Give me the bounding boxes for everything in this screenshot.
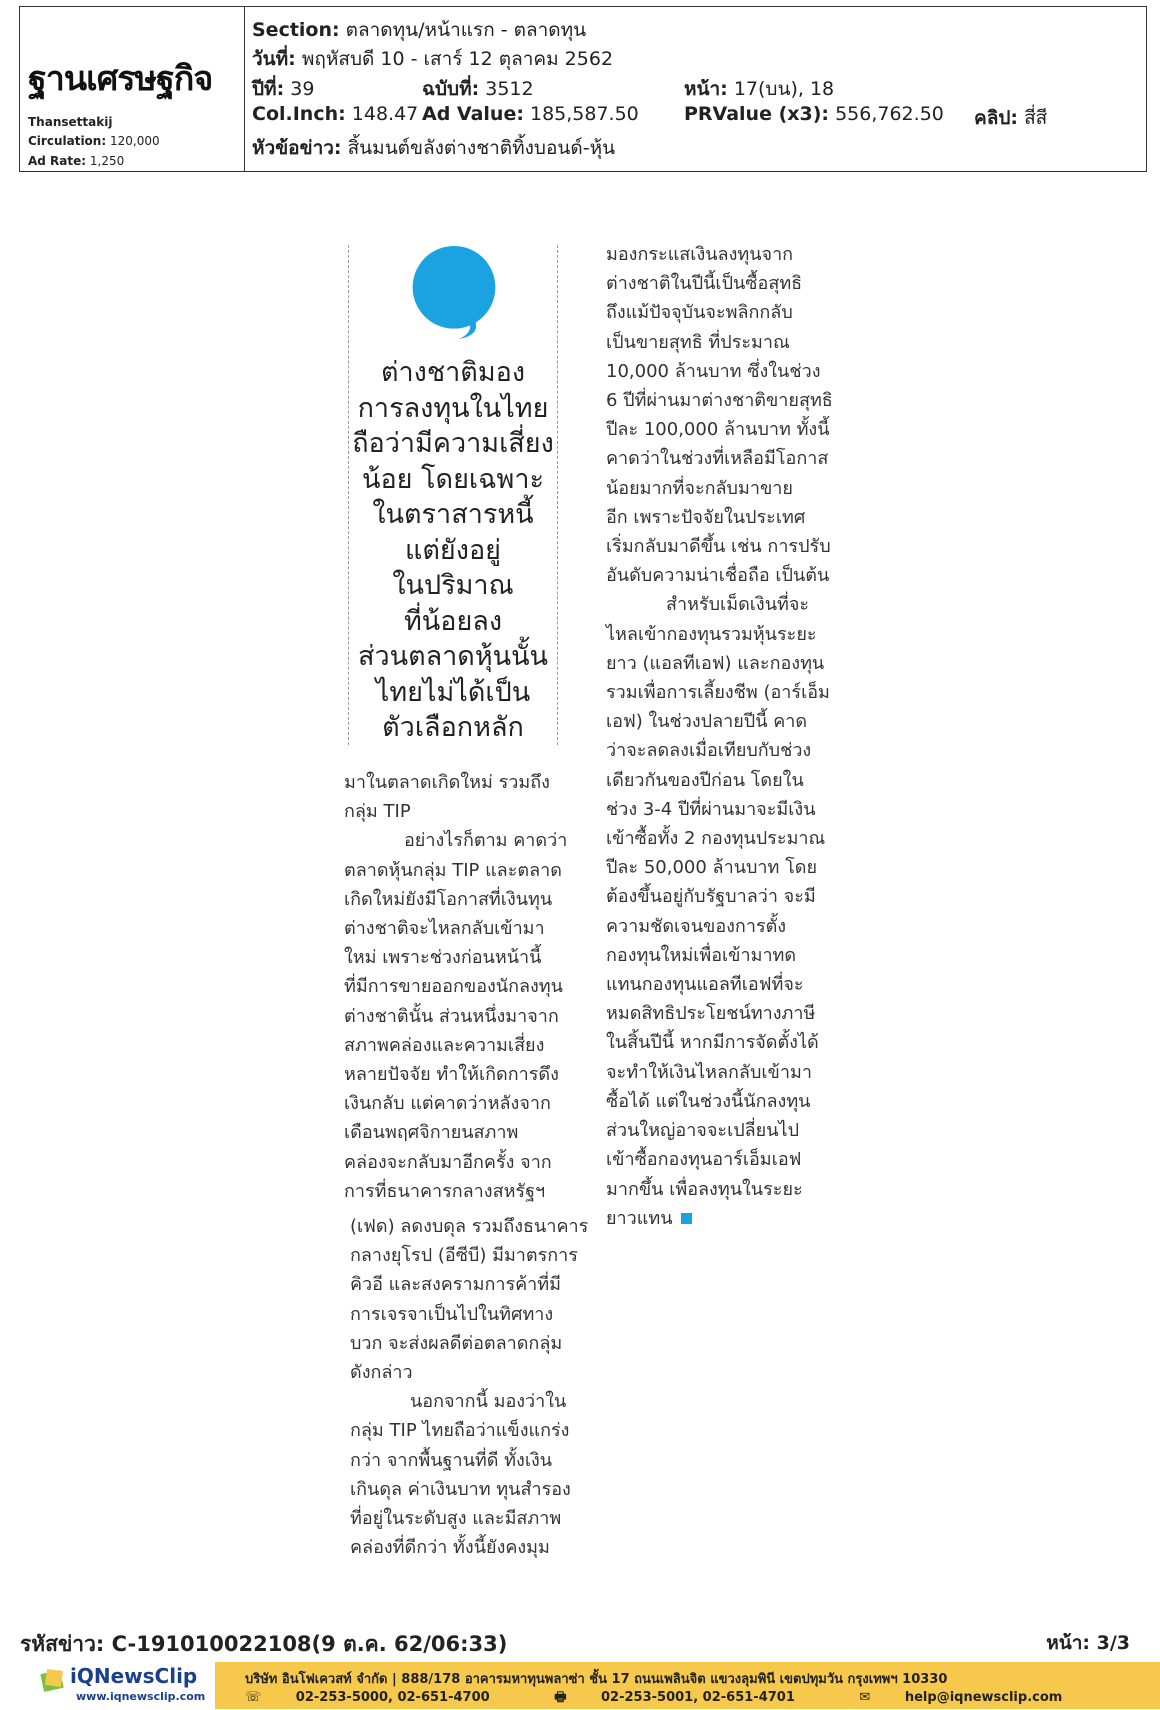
- article-line: สำหรับเม็ดเงินที่จะ: [666, 594, 810, 616]
- article-line: เดียวกันของปีก่อน โดยใน: [606, 769, 804, 791]
- end-of-article-mark: [681, 1213, 692, 1224]
- fax-icon: 🖶: [554, 1690, 567, 1705]
- article-line: ดังกล่าว: [350, 1362, 413, 1384]
- article-line: คล่องที่ดีกว่า ทั้งนี้ยังคงมุม: [350, 1537, 550, 1559]
- ad-rate: Ad Rate: 1,250: [28, 154, 125, 168]
- article-line: หลายปัจจัย ทำให้เกิดการดึง: [344, 1064, 559, 1086]
- article-line: มาในตลาดเกิดใหม่ รวมถึง: [344, 772, 550, 793]
- article-line: เข้าซื้อกองทุนอาร์เอ็มเอฟ: [606, 1149, 802, 1171]
- article-line: สภาพคล่องและความเสี่ยง: [344, 1034, 545, 1056]
- article-line: การที่ธนาคารกลางสหรัฐฯ: [344, 1180, 546, 1202]
- clip-logo-icon: [40, 1668, 66, 1694]
- article-line: ต่างชาติมอง: [380, 357, 526, 388]
- article-line: ใหม่ เพราะช่วงก่อนหน้านี้: [344, 947, 542, 969]
- page-number: หน้า: 3/3: [1046, 1632, 1130, 1654]
- article-line: ในตราสารหนี้: [372, 499, 534, 530]
- speech-bubble-icon: [407, 245, 501, 339]
- article-line: ซื้อได้ แต่ในช่วงนี้นักลงทุน: [606, 1090, 811, 1112]
- clip-header: [19, 6, 1147, 172]
- article-line: เริ่มกลับมาดีขึ้น เช่น การปรับ: [606, 536, 831, 558]
- article-line: ตลาดหุ้นกลุ่ม TIP และตลาด: [344, 859, 562, 881]
- article-line: ยาว (แอลทีเอฟ) และกองทุน: [606, 652, 825, 674]
- issue-field: ฉบับที่: 3512: [422, 78, 534, 100]
- article-line: กว่า จากพื้นฐานที่ดี ทั้งเงิน: [350, 1449, 553, 1471]
- iqnewsclip-logo: iQNewsClip www.iqnewsclip.com: [40, 1664, 210, 1706]
- colinch-field: Col.Inch: 148.47: [252, 103, 419, 125]
- circulation: Circulation: 120,000: [28, 134, 160, 148]
- publication-name: Thansettakij: [28, 115, 113, 129]
- article-line: อย่างไรก็ตาม คาดว่า: [404, 830, 568, 852]
- article-line: กองทุนใหม่เพื่อเข้ามาทด: [606, 944, 797, 966]
- email-contact: ✉ help@iqnewsclip.com: [859, 1690, 1063, 1705]
- page-field: หน้า: 17(บน), 18: [684, 78, 835, 100]
- article-line: เอฟ) ในช่วงปลายปีนี้ คาด: [606, 711, 808, 733]
- article-line: ไหลเข้ากองทุนรวมหุ้นระยะ: [606, 623, 817, 645]
- article-line: อีก เพราะปัจจัยในประเทศ: [606, 506, 806, 528]
- article-line: ปีละ 50,000 ล้านบาท โดย: [606, 857, 818, 879]
- publication-panel: [20, 7, 245, 171]
- article-line: ต่างชาตินั้น ส่วนหนึ่งมาจาก: [344, 1005, 559, 1027]
- contact-row: [245, 1688, 1122, 1710]
- article-line: 6 ปีที่ผ่านมาต่างชาติขายสุทธิ: [606, 390, 833, 412]
- article-line: 10,000 ล้านบาท ซึ่งในช่วง: [606, 360, 821, 382]
- article-line: คิวอี และสงครามการค้าที่มี: [350, 1274, 561, 1296]
- footer-bar: [215, 1662, 1160, 1709]
- article-line: ในปริมาณ: [392, 570, 514, 601]
- article-line: การเจรจาเป็นไปในทิศทาง: [350, 1303, 554, 1325]
- section-row: Section: ตลาดทุน/หน้าแรก - ตลาดทุน: [252, 19, 587, 41]
- article-line: หมดสิทธิประโยชน์ทางภาษี: [606, 1003, 816, 1025]
- article-line: ตัวเลือกหลัก: [382, 712, 524, 743]
- phone-icon: ☏: [245, 1690, 262, 1705]
- pull-quote: [348, 245, 558, 745]
- article-line: คาดว่าในช่วงที่เหลือมีโอกาส: [606, 448, 829, 470]
- article-line: ที่น้อยลง: [403, 605, 503, 637]
- article-line: คล่องจะกลับมาอีกครั้ง จาก: [344, 1151, 552, 1173]
- date-row: วันที่: พฤหัสบดี 10 - เสาร์ 12 ตุลาคม 2562: [252, 48, 614, 70]
- article-line: เดือนพฤศจิกายนสภาพ: [344, 1122, 519, 1144]
- article-line: เกิดใหม่ยังมีโอกาสที่เงินทุน: [344, 888, 553, 910]
- article-line: ปีละ 100,000 ล้านบาท ทั้งนี้: [606, 419, 830, 441]
- article-line: เกินดุล ค่าเงินบาท ทุนสำรอง: [350, 1478, 571, 1500]
- headline-row: หัวข้อข่าว: สิ้นมนต์ขลังต่างชาติทิ้งบอนด์-หุ้น: [252, 137, 616, 159]
- phone-contact: ☏ 02-253-5000, 02-651-4700: [245, 1690, 490, 1705]
- article-line: ส่วนตลาดหุ้นนั้น: [357, 641, 549, 672]
- article-line: ความชัดเจนของการตั้ง: [606, 915, 787, 937]
- article-line: กลางยุโรป (อีซีบี) มีมาตรการ: [350, 1245, 578, 1267]
- article-line: น้อย โดยเฉพาะ: [361, 463, 544, 495]
- article-line: ถือว่ามีความเสี่ยง: [352, 428, 554, 459]
- article-line: ในสิ้นปีนี้ หากมีการจัดตั้งได้: [606, 1032, 819, 1054]
- article-line: มากขึ้น เพื่อลงทุนในระยะ: [606, 1178, 803, 1200]
- article-line: กลุ่ม TIP: [344, 801, 411, 823]
- article-column-left-lower: [350, 1212, 589, 1562]
- article-line: แทนกองทุนแอลทีเอฟที่จะ: [606, 974, 804, 996]
- news-code: รหัสข่าว: C-191010022108(9 ต.ค. 62/06:33): [20, 1632, 508, 1656]
- article-line: น้อยมากที่จะกลับมาขาย: [606, 477, 793, 499]
- article-line: เป็นขายสุทธิ ที่ประมาณ: [606, 331, 790, 353]
- article-line: แต่ยังอยู่: [405, 534, 501, 566]
- masthead-logo: ฐานเศรษฐกิจ: [28, 59, 213, 99]
- article-line: จะทำให้เงินไหลกลับเข้ามา: [606, 1061, 812, 1083]
- advalue-field: Ad Value: 185,587.50: [422, 103, 639, 125]
- article-column-left-upper: [344, 768, 568, 1206]
- year-field: ปีที่: 39: [252, 78, 315, 100]
- article-line: รวมเพื่อการเลี้ยงชีพ (อาร์เอ็ม: [606, 682, 830, 704]
- mail-icon: ✉: [859, 1690, 871, 1705]
- article-line: มองกระแสเงินลงทุนจาก: [606, 244, 794, 265]
- article-line: การลงทุนในไทย: [357, 392, 549, 424]
- article-line: ต่างชาติในปีนี้เป็นซื้อสุทธิ: [606, 273, 803, 295]
- fax-contact: 🖶 02-253-5001, 02-651-4701: [554, 1690, 795, 1705]
- article-line: ยาวแทน: [606, 1204, 826, 1233]
- clip-field: คลิป: สี่สี: [974, 107, 1048, 129]
- article-line: เข้าซื้อทั้ง 2 กองทุนประมาณ: [606, 828, 826, 850]
- article-line: ต่างชาติจะไหลกลับเข้ามา: [344, 918, 545, 940]
- article-line: ต้องขึ้นอยู่กับรัฐบาลว่า จะมี: [606, 886, 816, 908]
- article-line: ส่วนใหญ่อาจจะเปลี่ยนไป: [606, 1120, 800, 1142]
- article-line: อันดับความน่าเชื่อถือ เป็นต้น: [606, 565, 830, 587]
- article-column-right: [606, 240, 833, 1233]
- company-address: บริษัท อินโฟเควสท์ จำกัด | 888/178 อาคารมหาทุนพลาซ่า ชั้น 17 ถนนเพลินจิต แขวงลุมพินี เขตปทุมวัน กรุงเทพฯ 10330: [245, 1672, 948, 1687]
- article-line: ว่าจะลดลงเมื่อเทียบกับช่วง: [606, 740, 812, 762]
- article-line: กลุ่ม TIP ไทยถือว่าแข็งแกร่ง: [350, 1420, 570, 1442]
- article-line: (เฟด) ลดงบดุล รวมถึงธนาคาร: [350, 1216, 589, 1237]
- article-line: บวก จะส่งผลดีต่อตลาดกลุ่ม: [350, 1332, 563, 1354]
- article-line: ที่อยู่ในระดับสูง และมีสภาพ: [350, 1508, 562, 1530]
- article-line: ที่มีการขายออกของนักลงทุน: [344, 976, 563, 998]
- article-line: ช่วง 3-4 ปีที่ผ่านมาจะมีเงิน: [606, 798, 816, 820]
- pull-quote-text: [349, 355, 557, 746]
- article-line: ถึงแม้ปัจจุบันจะพลิกกลับ: [606, 302, 793, 324]
- article-line: นอกจากนี้ มองว่าใน: [410, 1391, 567, 1413]
- article-line: เงินกลับ แต่คาดว่าหลังจาก: [344, 1093, 551, 1115]
- article-line: ไทยไม่ได้เป็น: [375, 676, 531, 708]
- prvalue-field: PRValue (x3): 556,762.50: [684, 103, 944, 125]
